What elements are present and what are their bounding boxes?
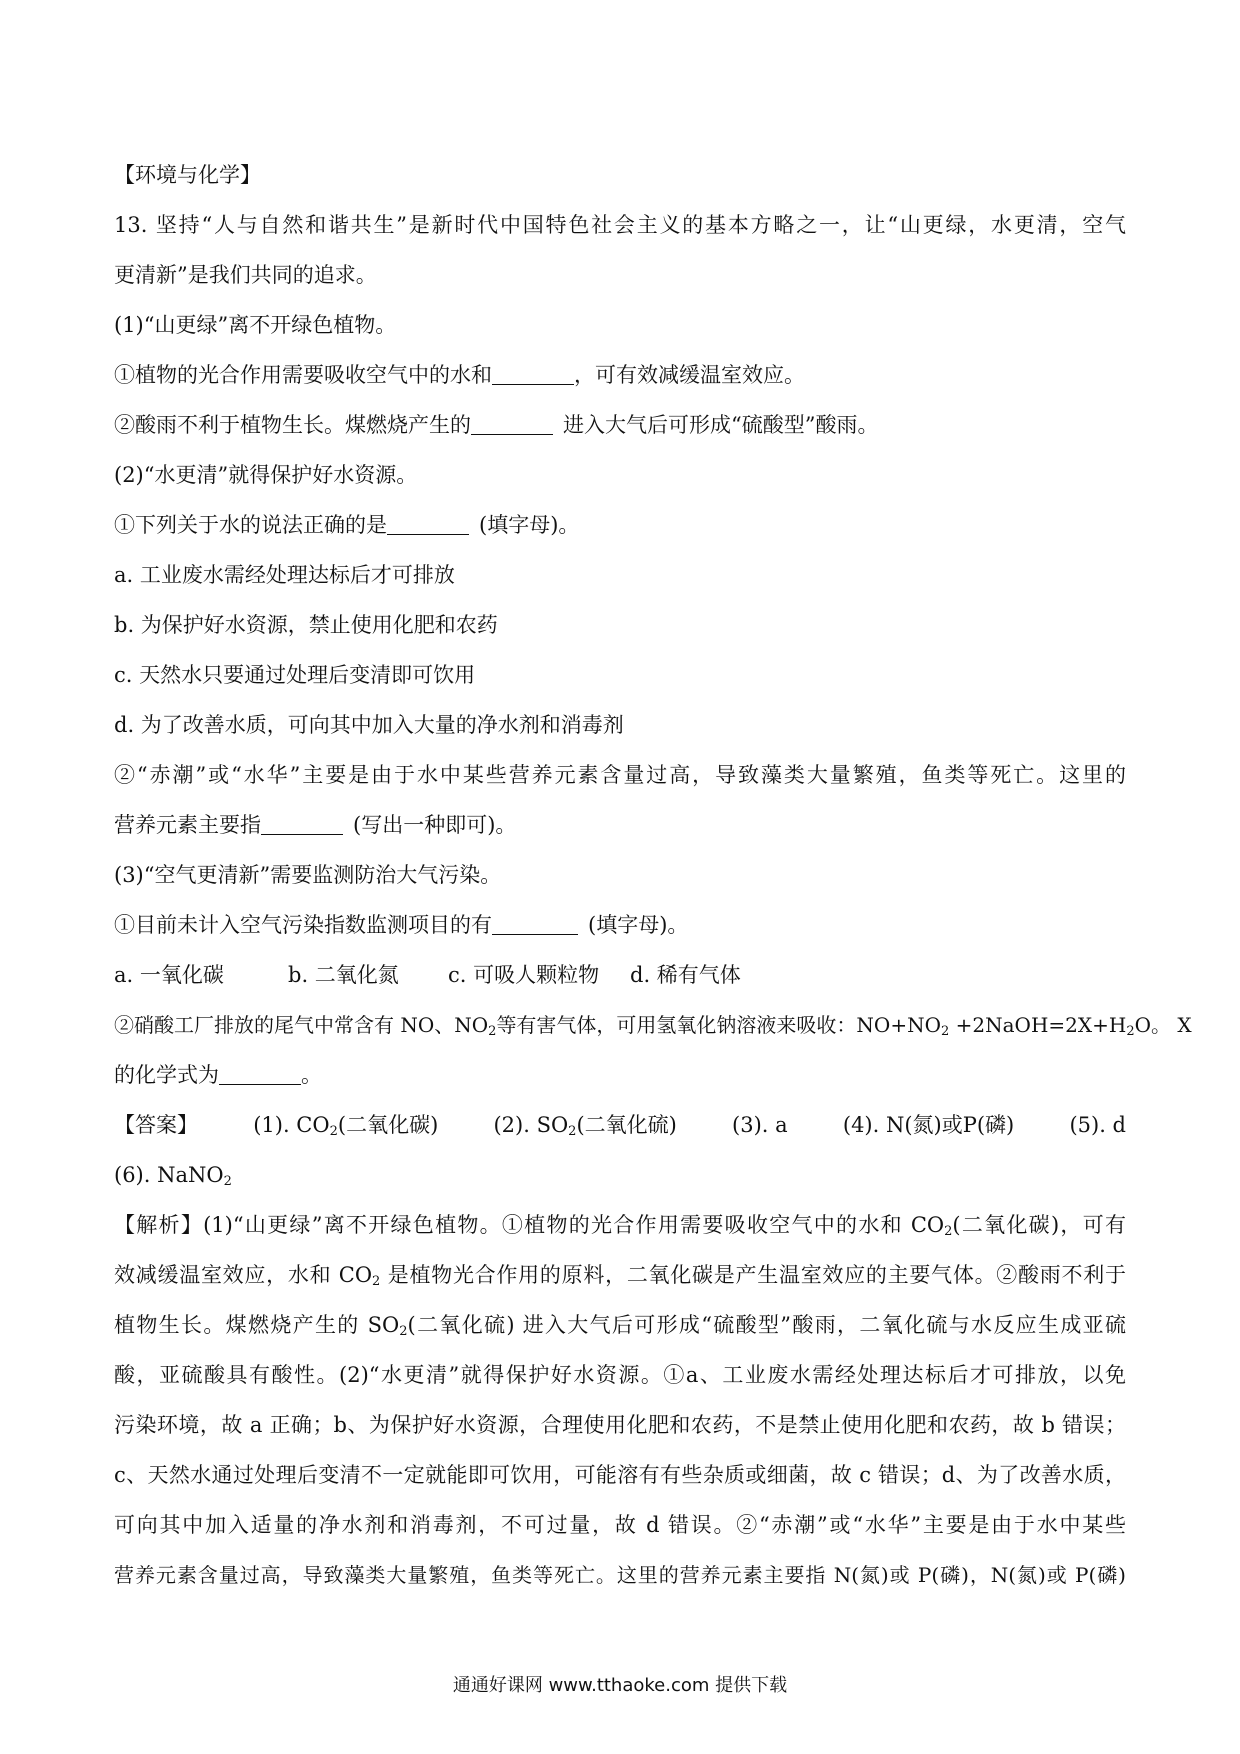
analysis-line-4: 酸，亚硫酸具有酸性。(2)“水更清”就得保护好水资源。①a、工业废水需经处理达标后才可排放，以免 <box>114 1363 1126 1387</box>
part-1-heading: (1)“山更绿”离不开绿色植物。 <box>114 313 397 337</box>
option-b: b. 二氧化氮 <box>288 963 399 987</box>
part-1-item-2: ②酸雨不利于植物生长。煤燃烧产生的 进入大气后可形成“硫酸型”酸雨。 <box>114 413 879 437</box>
option-c: c. 天然水只要通过处理后变清即可饮用 <box>114 663 476 687</box>
answer-blank[interactable] <box>387 512 469 535</box>
analysis-line-7: 可向其中加入适量的净水剂和消毒剂，不可过量，故 d 错误。②“赤潮”或“水华”主要是由于水中某些 <box>114 1513 1126 1537</box>
footer-watermark: 通通好课网 www.tthaoke.com 提供下载 <box>452 1675 788 1696</box>
part-2-item-2-line-1: ②“赤潮”或“水华”主要是由于水中某些营养元素含量过高，导致藻类大量繁殖，鱼类等死亡。这里的 <box>114 763 1126 787</box>
analysis-line-3: 植物生长。煤燃烧产生的 $SO_2$(二氧化硫) 进入大气后可形成“硫酸型”酸雨，二氧化硫与水反应生成亚硫 <box>114 1313 1127 1339</box>
part-3-heading: (3)“空气更清新”需要监测防治大气污染。 <box>114 863 502 887</box>
section-title: 【环境与化学】 <box>114 163 261 187</box>
part-3-item-2-line-2: 的化学式为 。 <box>114 1063 322 1087</box>
answer-label: 【答案】 <box>114 1113 198 1137</box>
answer-item-2: (2). $SO_2$(二氧化硫) <box>493 1113 677 1139</box>
option-a: a. 工业废水需经处理达标后才可排放 <box>114 563 455 587</box>
option-a: a. 一氧化碳 <box>114 963 224 987</box>
part-2-item-2-line-2: 营养元素主要指 (写出一种即可)。 <box>114 813 517 837</box>
analysis-line-8: 营养元素含量过高，导致藻类大量繁殖，鱼类等死亡。这里的营养元素主要指 N(氮)或 P(磷)，N(氮)或 P(磷) <box>114 1563 1126 1587</box>
answer-line <box>114 1110 1126 1140</box>
part-3-item-2-line-1: ②硝酸工厂排放的尾气中常含有 NO、$NO_2$等有害气体，可用氢氧化钠溶液来吸收：$NO+NO_2$ $+2NaOH=2X+H_2O$。 X <box>114 1013 1192 1039</box>
question-stem-line-1: 13. 坚持“人与自然和谐共生”是新时代中国特色社会主义的基本方略之一，让“山更绿，水更清，空气 <box>114 213 1126 237</box>
answer-item-3: (3). a <box>732 1113 788 1137</box>
answer-blank[interactable] <box>261 812 343 835</box>
answer-item-1: (1). $CO_2$(二氧化碳) <box>253 1113 439 1139</box>
part-3-item-1: ①目前未计入空气污染指数监测项目的有 (填字母)。 <box>114 913 689 937</box>
analysis-line-6: c、天然水通过处理后变清不一定就能即可饮用，可能溶有有些杂质或细菌，故 c 错误；d、为了改善水质， <box>114 1463 1126 1487</box>
answer-blank[interactable] <box>219 1062 301 1085</box>
analysis-line-2: 效减缓温室效应，水和 $CO_2$ 是植物光合作用的原料，二氧化碳是产生温室效应的主要气体。②酸雨不利于 <box>114 1263 1126 1289</box>
answer-blank[interactable] <box>492 362 574 385</box>
option-d: d. 稀有气体 <box>630 963 741 987</box>
analysis-line-1: 【解析】(1)“山更绿”离不开绿色植物。①植物的光合作用需要吸收空气中的水和 $CO_2$(二氧化碳)，可有 <box>114 1213 1126 1239</box>
part-3-options <box>114 960 1126 990</box>
part-2-heading: (2)“水更清”就得保护好水资源。 <box>114 463 418 487</box>
answer-item-5: (5). d <box>1069 1113 1126 1137</box>
part-2-item-1: ①下列关于水的说法正确的是 (填字母)。 <box>114 513 580 537</box>
option-d: d. 为了改善水质，可向其中加入大量的净水剂和消毒剂 <box>114 713 624 737</box>
analysis-line-5: 污染环境，故 a 正确；b、为保护好水资源，合理使用化肥和农药，不是禁止使用化肥和农药，故 b 错误； <box>114 1413 1126 1437</box>
answer-item-6: (6). NaNO$_2$ <box>114 1163 232 1189</box>
option-b: b. 为保护好水资源，禁止使用化肥和农药 <box>114 613 498 637</box>
option-c: c. 可吸人颗粒物 <box>448 963 600 987</box>
question-stem-line-2: 更清新”是我们共同的追求。 <box>114 263 377 287</box>
answer-blank[interactable] <box>492 912 578 935</box>
answer-item-4: (4). N(氮)或P(磷) <box>842 1113 1015 1137</box>
answer-blank[interactable] <box>471 412 553 435</box>
part-1-item-1: ①植物的光合作用需要吸收空气中的水和 ，可有效减缓温室效应。 <box>114 363 805 387</box>
